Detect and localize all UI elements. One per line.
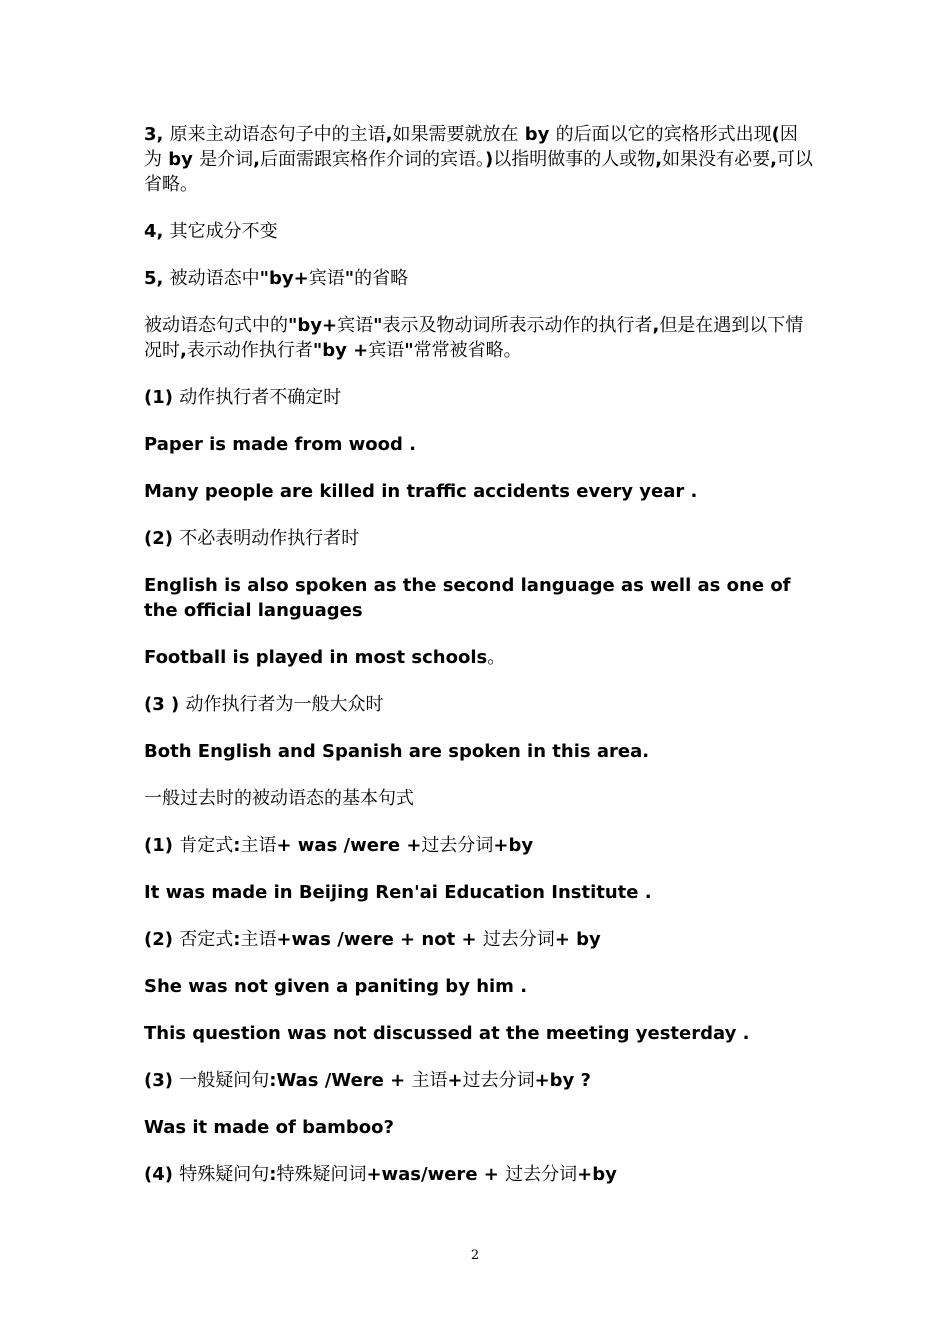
paragraph	[144, 219, 814, 244]
paragraph	[144, 1162, 814, 1187]
text-run: 否定式	[179, 929, 234, 950]
text-run: 动作执行者不确定时	[179, 387, 342, 408]
text-run: 过去分词	[462, 1070, 535, 1091]
paragraph	[144, 122, 814, 197]
text-run: 特殊疑问词	[276, 1164, 367, 1185]
text-run: "by +	[312, 340, 369, 361]
text-run: 一般过去时的被动语态的基本句式	[144, 788, 414, 809]
paragraph	[144, 1115, 814, 1140]
text-run: (1)	[144, 835, 180, 856]
paragraph	[144, 739, 814, 764]
text-run: 是介词	[199, 149, 254, 170]
text-run: 常常被省略。	[413, 340, 522, 361]
text-run: 过去分词	[482, 929, 555, 950]
text-run: :	[233, 835, 241, 856]
text-run: ,	[180, 340, 187, 361]
text-run: ,	[385, 124, 393, 145]
text-run: :	[233, 929, 241, 950]
text-run: Football is played in most schools	[144, 647, 488, 668]
text-run: "	[373, 315, 383, 336]
text-run: + was /were +	[276, 835, 422, 856]
text-run: Many people are killed in traffic accidents every year .	[144, 481, 698, 502]
text-run: Was it made of bamboo?	[144, 1117, 394, 1138]
text-run: 如果没有必要	[662, 149, 771, 170]
text-run: +by ?	[534, 1070, 591, 1091]
text-run: 宾语	[308, 268, 345, 289]
text-run: 被动语态中	[169, 268, 260, 289]
text-run: 5,	[144, 268, 170, 289]
text-run: (3 )	[144, 694, 186, 715]
text-run: (2)	[144, 528, 180, 549]
paragraph	[144, 1068, 814, 1093]
text-run: "by+	[288, 315, 338, 336]
text-run: (1)	[144, 387, 180, 408]
text-run: 3,	[144, 124, 170, 145]
text-run: 一般疑问句	[179, 1070, 270, 1091]
text-run: +	[447, 1070, 463, 1091]
text-run: 的省略	[354, 268, 409, 289]
text-run: 但是在遇到以下情况时	[144, 315, 804, 361]
page-number: 2	[470, 1248, 480, 1263]
text-run: "	[404, 340, 414, 361]
text-run: 表示动作执行者	[186, 340, 313, 361]
text-run: (4)	[144, 1164, 180, 1185]
paragraph	[144, 645, 814, 670]
document-body	[144, 122, 814, 1209]
text-run: (3)	[144, 1070, 180, 1091]
text-run: (2)	[144, 929, 180, 950]
text-run: 宾语	[368, 340, 405, 361]
text-run: 主语	[240, 835, 277, 856]
text-run: 以指明做事的人或物	[493, 149, 656, 170]
text-run: Both English and Spanish are spoken in this area.	[144, 741, 650, 762]
text-run: 后面需跟宾格作介词的宾语。	[260, 149, 485, 170]
text-run: 特殊疑问句	[179, 1164, 270, 1185]
text-run: +by	[577, 1164, 617, 1185]
text-run: +by	[493, 835, 534, 856]
text-run: 过去分词	[505, 1164, 578, 1185]
text-run: 原来主动语态句子中的主语	[169, 124, 386, 145]
text-run: 动作执行者为一般大众时	[185, 694, 384, 715]
text-run: by	[162, 149, 200, 170]
text-run: +was /were + not +	[276, 929, 483, 950]
text-run: 宾语	[337, 315, 374, 336]
text-run: 不必表明动作执行者时	[179, 528, 360, 549]
paragraph	[144, 974, 814, 999]
text-run: 4,	[144, 221, 170, 242]
text-run: It was made in Beijing Ren'ai Education Institute .	[144, 882, 652, 903]
text-run: 其它成分不变	[169, 221, 278, 242]
paragraph	[144, 786, 814, 811]
text-run: Paper is made from wood .	[144, 434, 416, 455]
text-run: 。	[487, 647, 506, 668]
text-run: by	[518, 124, 556, 145]
paragraph	[144, 526, 814, 551]
paragraph	[144, 266, 814, 291]
text-run: "	[344, 268, 355, 289]
text-run: 的后面以它的宾格形式出现	[555, 124, 772, 145]
paragraph	[144, 479, 814, 504]
text-run: 表示及物动词所表示动作的执行者	[382, 315, 653, 336]
text-run: This question was not discussed at the meeting yesterday .	[144, 1023, 750, 1044]
paragraph	[144, 692, 814, 717]
text-run: ,	[655, 149, 663, 170]
text-run: 肯定式	[179, 835, 234, 856]
paragraph	[144, 880, 814, 905]
paragraph	[144, 833, 814, 858]
paragraph	[144, 1021, 814, 1046]
text-run: + by	[554, 929, 601, 950]
text-run: (	[771, 124, 780, 145]
text-run: 被动语态句式中的	[144, 315, 288, 336]
text-run: 主语	[411, 1070, 448, 1091]
text-run: English is also spoken as the second language as well as one of the official languages	[144, 575, 791, 621]
text-run: ,	[770, 149, 777, 170]
text-run: "by+	[259, 268, 309, 289]
text-run: 过去分词	[421, 835, 494, 856]
paragraph	[144, 927, 814, 952]
text-run: :Was /Were +	[269, 1070, 412, 1091]
text-run: +was/were +	[366, 1164, 506, 1185]
text-run: :	[269, 1164, 277, 1185]
text-run: ,	[652, 315, 660, 336]
text-run: ,	[253, 149, 260, 170]
text-run: She was not given a paniting by him .	[144, 976, 528, 997]
text-run: 如果需要就放在	[392, 124, 519, 145]
text-run: )	[485, 149, 494, 170]
paragraph	[144, 573, 814, 623]
text-run: 主语	[240, 929, 277, 950]
text-run: 因为	[144, 124, 798, 170]
paragraph	[144, 385, 814, 410]
paragraph	[144, 313, 814, 363]
text-run: 可以省略。	[144, 149, 813, 195]
paragraph	[144, 432, 814, 457]
